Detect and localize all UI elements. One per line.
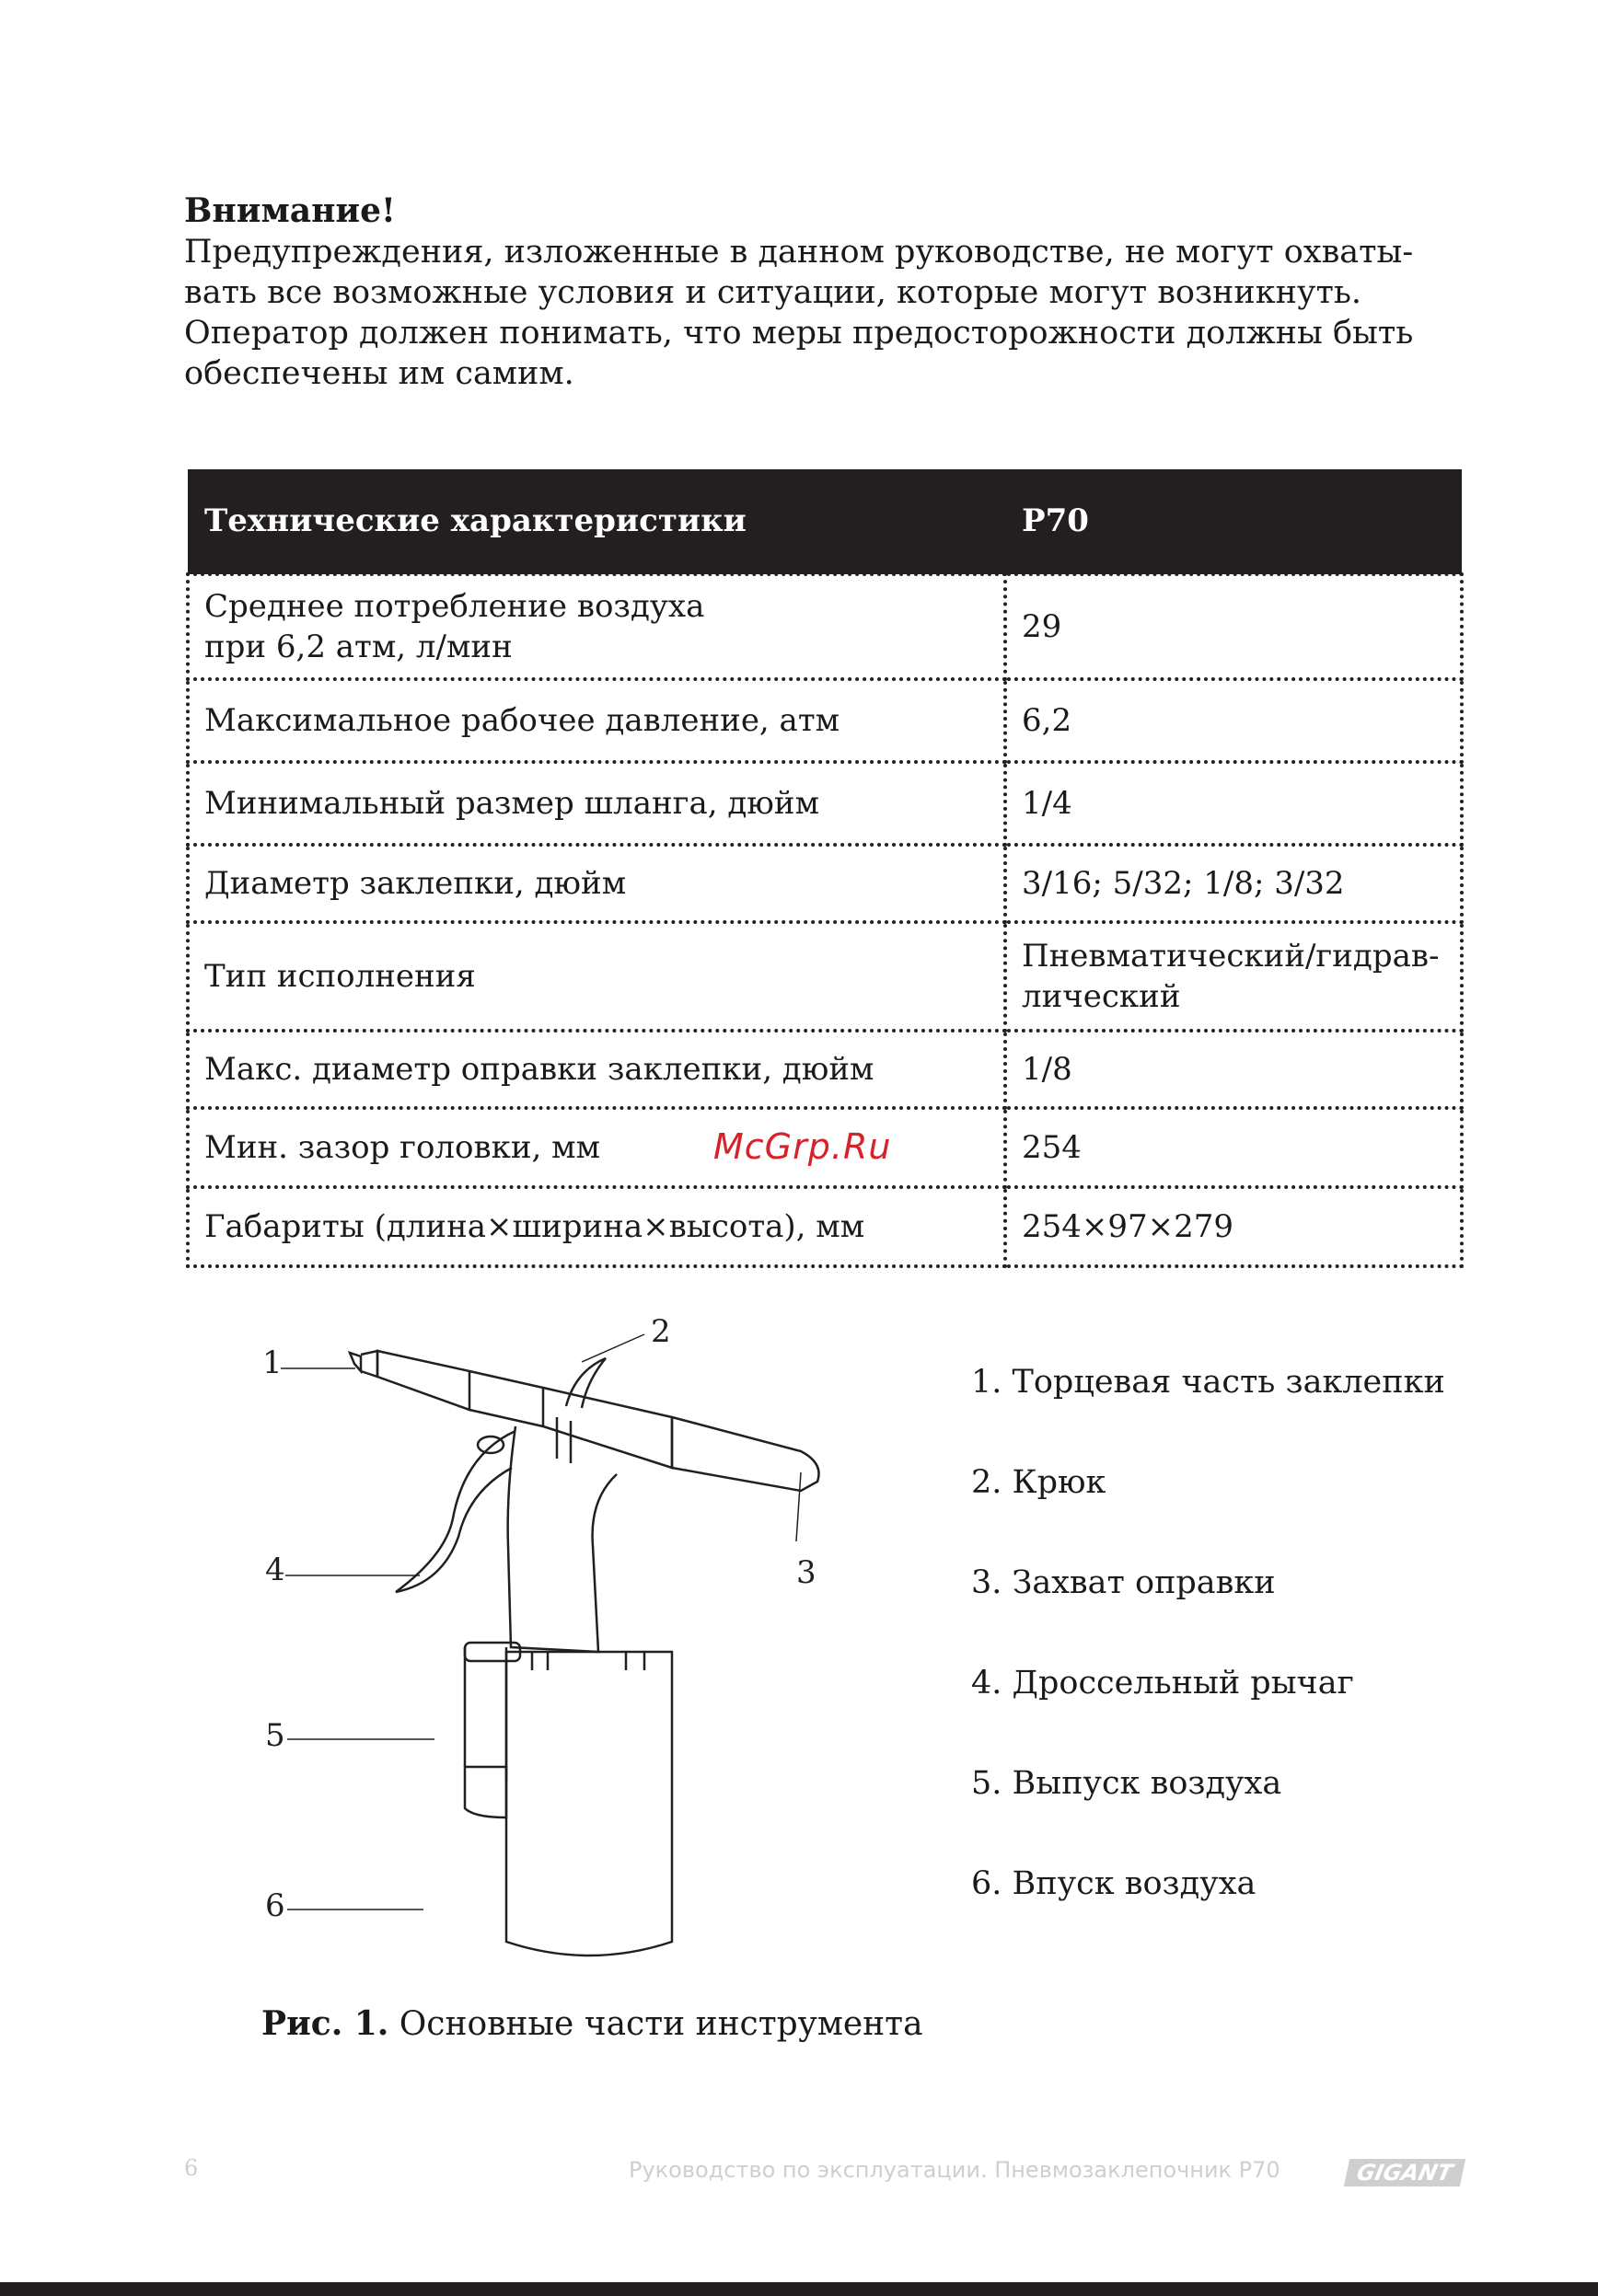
figure-caption <box>261 2004 923 2043</box>
spec-param: Тип исполнения <box>188 922 1005 1031</box>
spec-value: Пневматический/гидрав- лический <box>1005 922 1462 1031</box>
spec-param: Диаметр заклепки, дюйм <box>188 845 1005 922</box>
table-row <box>188 762 1462 845</box>
spec-value: 3/16; 5/32; 1/8; 3/32 <box>1005 845 1462 922</box>
body-tube-shape <box>543 1388 672 1468</box>
list-item: 2. Крюк <box>971 1464 1106 1501</box>
brand-logo: GIGANT <box>1344 2159 1465 2186</box>
spec-param: Минимальный размер шланга, дюйм <box>188 762 1005 845</box>
table-row <box>188 1031 1462 1108</box>
spec-param: Максимальное рабочее давление, атм <box>188 679 1005 762</box>
trigger-shape <box>396 1431 515 1592</box>
spec-table-header <box>188 469 1462 574</box>
air-inlet-shape <box>465 1767 506 1817</box>
list-item: 6. Впуск воздуха <box>971 1865 1256 1902</box>
parts-legend <box>971 1362 1445 1964</box>
mandrel-collector-shape <box>672 1417 819 1491</box>
spec-value: 1/8 <box>1005 1031 1462 1108</box>
spec-value: 254×97×279 <box>1005 1187 1462 1266</box>
caption-text: Основные части инструмента <box>388 2005 923 2043</box>
list-item: 1. Торцевая часть заклепки <box>971 1364 1445 1401</box>
page-number: 6 <box>184 2155 199 2181</box>
spec-param: Среднее потребление воздуха при 6,2 атм, л/мин <box>188 574 1005 679</box>
spec-value: 1/4 <box>1005 762 1462 845</box>
watermark: McGrp.Ru <box>713 1126 892 1167</box>
spec-header-name: Технические характеристики <box>188 469 1005 574</box>
table-row <box>188 574 1462 679</box>
callout-4: 4 <box>265 1552 285 1588</box>
spec-value: 6,2 <box>1005 679 1462 762</box>
list-item: 3. Захват оправки <box>971 1564 1276 1601</box>
callout-6: 6 <box>265 1887 285 1924</box>
list-item: 4. Дроссельный рычаг <box>971 1665 1354 1702</box>
warning-title: Внимание! <box>184 191 396 230</box>
nozzle-shape <box>361 1351 377 1377</box>
spec-param: Мин. зазор головки, мм <box>188 1108 1005 1187</box>
spec-param: Габариты (длина×ширина×высота), мм <box>188 1187 1005 1266</box>
spec-header-model: P70 <box>1005 469 1462 574</box>
table-row <box>188 922 1462 1031</box>
nozzle-cone-shape <box>377 1351 469 1410</box>
callout-3: 3 <box>796 1554 816 1591</box>
spec-value: 29 <box>1005 574 1462 679</box>
table-row <box>188 679 1462 762</box>
canister-shape <box>506 1652 672 1956</box>
collar-shape <box>469 1371 543 1426</box>
callout-2: 2 <box>651 1313 671 1350</box>
warning-text: Предупреждения, изложенные в данном руководстве, не могут охваты- вать все возможные условия и ситуации, которые могут возникнуть. Оператор должен понимать, что меры предосторожности должны быть обеспечены им самим. <box>184 234 1414 392</box>
callout-1: 1 <box>262 1344 283 1381</box>
caption-label: Рис. 1. <box>261 2004 389 2043</box>
bottom-bar <box>0 2282 1598 2296</box>
rivet-gun-illustration <box>239 1307 884 1988</box>
list-item: 5. Выпуск воздуха <box>971 1765 1282 1802</box>
footer-title: Руководство по эксплуатации. Пневмозаклепочник P70 <box>629 2157 1280 2183</box>
handle-shape <box>508 1426 617 1652</box>
table-row <box>188 845 1462 922</box>
spec-value: 254 <box>1005 1108 1462 1187</box>
table-row <box>188 1187 1462 1266</box>
spec-param: Макс. диаметр оправки заклепки, дюйм <box>188 1031 1005 1108</box>
callout-5: 5 <box>265 1717 285 1754</box>
